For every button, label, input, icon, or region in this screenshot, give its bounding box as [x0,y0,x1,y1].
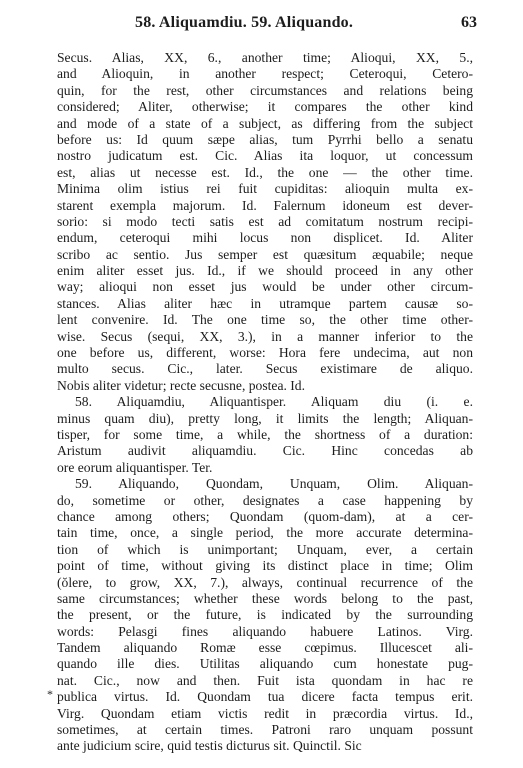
text-line: publica virtus. Id. Quondam tua dicere facta tempus erit. [57,689,473,705]
text-line: sorio: si modo tecti satis est ad comitatum nostrum recipi- [57,213,473,229]
text-line: ante judicium scire, quid testis dicturus sit. Quinctil. Sic [57,738,362,754]
text-line: Tandem aliquando Romæ esse cœpimus. Illucescet ali- [57,640,473,656]
text-line: ore eorum aliquantisper. Ter. [57,459,213,475]
page-number: 63 [461,14,477,31]
text-line: and mode of a state of a subject, as differing from the subject [57,115,473,131]
text-line: stances. Alias aliter hæc in utramque partem causæ so- [57,295,473,311]
text-line: 59. Aliquando, Quondam, Unquam, Olim. Aliquan- [75,476,473,492]
running-title: 58. Aliquamdiu. 59. Aliquando. [135,14,354,31]
text-line: the present, or the future, is indicated by the surrounding [57,607,473,623]
text-line: Virg. Quondam etiam victis redit in præcordia virtus. Id., [57,705,473,721]
text-line: tain time, once, a single period, the more accurate determina- [57,525,473,541]
text-line: Aristum audivit aliquamdiu. Cic. Hinc concedas ab [57,443,473,459]
text-line: starent exempla majorum. Id. Falernum idoneum est dever- [57,197,473,213]
text-line: chance among others; Quondam (quom-dam), at a cer- [57,508,473,524]
text-line: enim aliter esset jus. Id., if we should proceed in any other [57,263,473,279]
text-line: nostro judicatum est. Cic. Alias ita loquor, ut concessum [57,148,473,164]
text-line: lent convenire. Id. The one time so, the other time other- [57,312,473,328]
text-line: Minima olim istius rei fuit cupiditas: alioquin multa ex- [57,181,473,197]
text-line: quando ille dies. Utilitas aliquando cum honestate pug- [57,656,473,672]
text-line: quin, for the rest, other circumstances and relations being [57,82,473,98]
text-line: nat. Cic., now and then. Fuit ista quondam in hac re [57,672,473,688]
text-line: words: Pelasgi fines aliquando habuere Latinos. Virg. [57,623,473,639]
text-line: 58. Aliquamdiu, Aliquantisper. Aliquam diu (i. e. [75,394,473,410]
text-line: sometimes, at certain times. Patroni raro unquam possunt [57,722,473,738]
margin-mark: * [47,687,53,701]
running-header [0,14,523,36]
page-body-text [57,50,473,755]
text-line: point of time, without giving its distinct place in time; Olim [57,558,473,574]
text-line: (ŏlere, to grow, XX, 7.), always, continual recurrence of the [57,574,473,590]
text-line: same circumstances; whether these words belong to the past, [57,590,473,606]
text-line: tisper, for some time, a while, the shortness of a duration: [57,426,473,442]
text-line: est, alias ut necesse est. Id., the one — the other time. [57,164,473,180]
text-line: and Alioquin, in another respect; Ceteroqui, Cetero- [57,66,473,82]
text-line: Nobis aliter videtur; recte secusne, postea. Id. [57,377,305,393]
text-line: way; alioqui non esset jus would be under other circum- [57,279,473,295]
text-line: scribo ac sentio. Jus semper est quæsitum æquabile; neque [57,246,473,262]
text-line: wise. Secus (sequi, XX, 3.), in a manner inferior to the [57,328,473,344]
text-line: before us: Id quum sæpe alias, tum Pyrrhi bello a senatu [57,131,473,147]
text-line: multo secus. Cic., later. Secus existimare de aliquo. [57,361,473,377]
text-line: considered; Aliter, otherwise; it compares the other kind [57,99,473,115]
text-line: minus quam diu), pretty long, it limits the length; Aliquan- [57,410,473,426]
text-line: Secus. Alias, XX, 6., another time; Alioqui, XX, 5., [57,50,473,65]
text-line: do, sometime or other, designates a case happening by [57,492,473,508]
text-line: one before us, different, worse: Hora fere undecima, aut non [57,345,473,361]
text-line: tion of which is unimportant; Unquam, ever, a certain [57,541,473,557]
text-line: endum, ceteroqui mihi locus non displicet. Id. Aliter [57,230,473,246]
